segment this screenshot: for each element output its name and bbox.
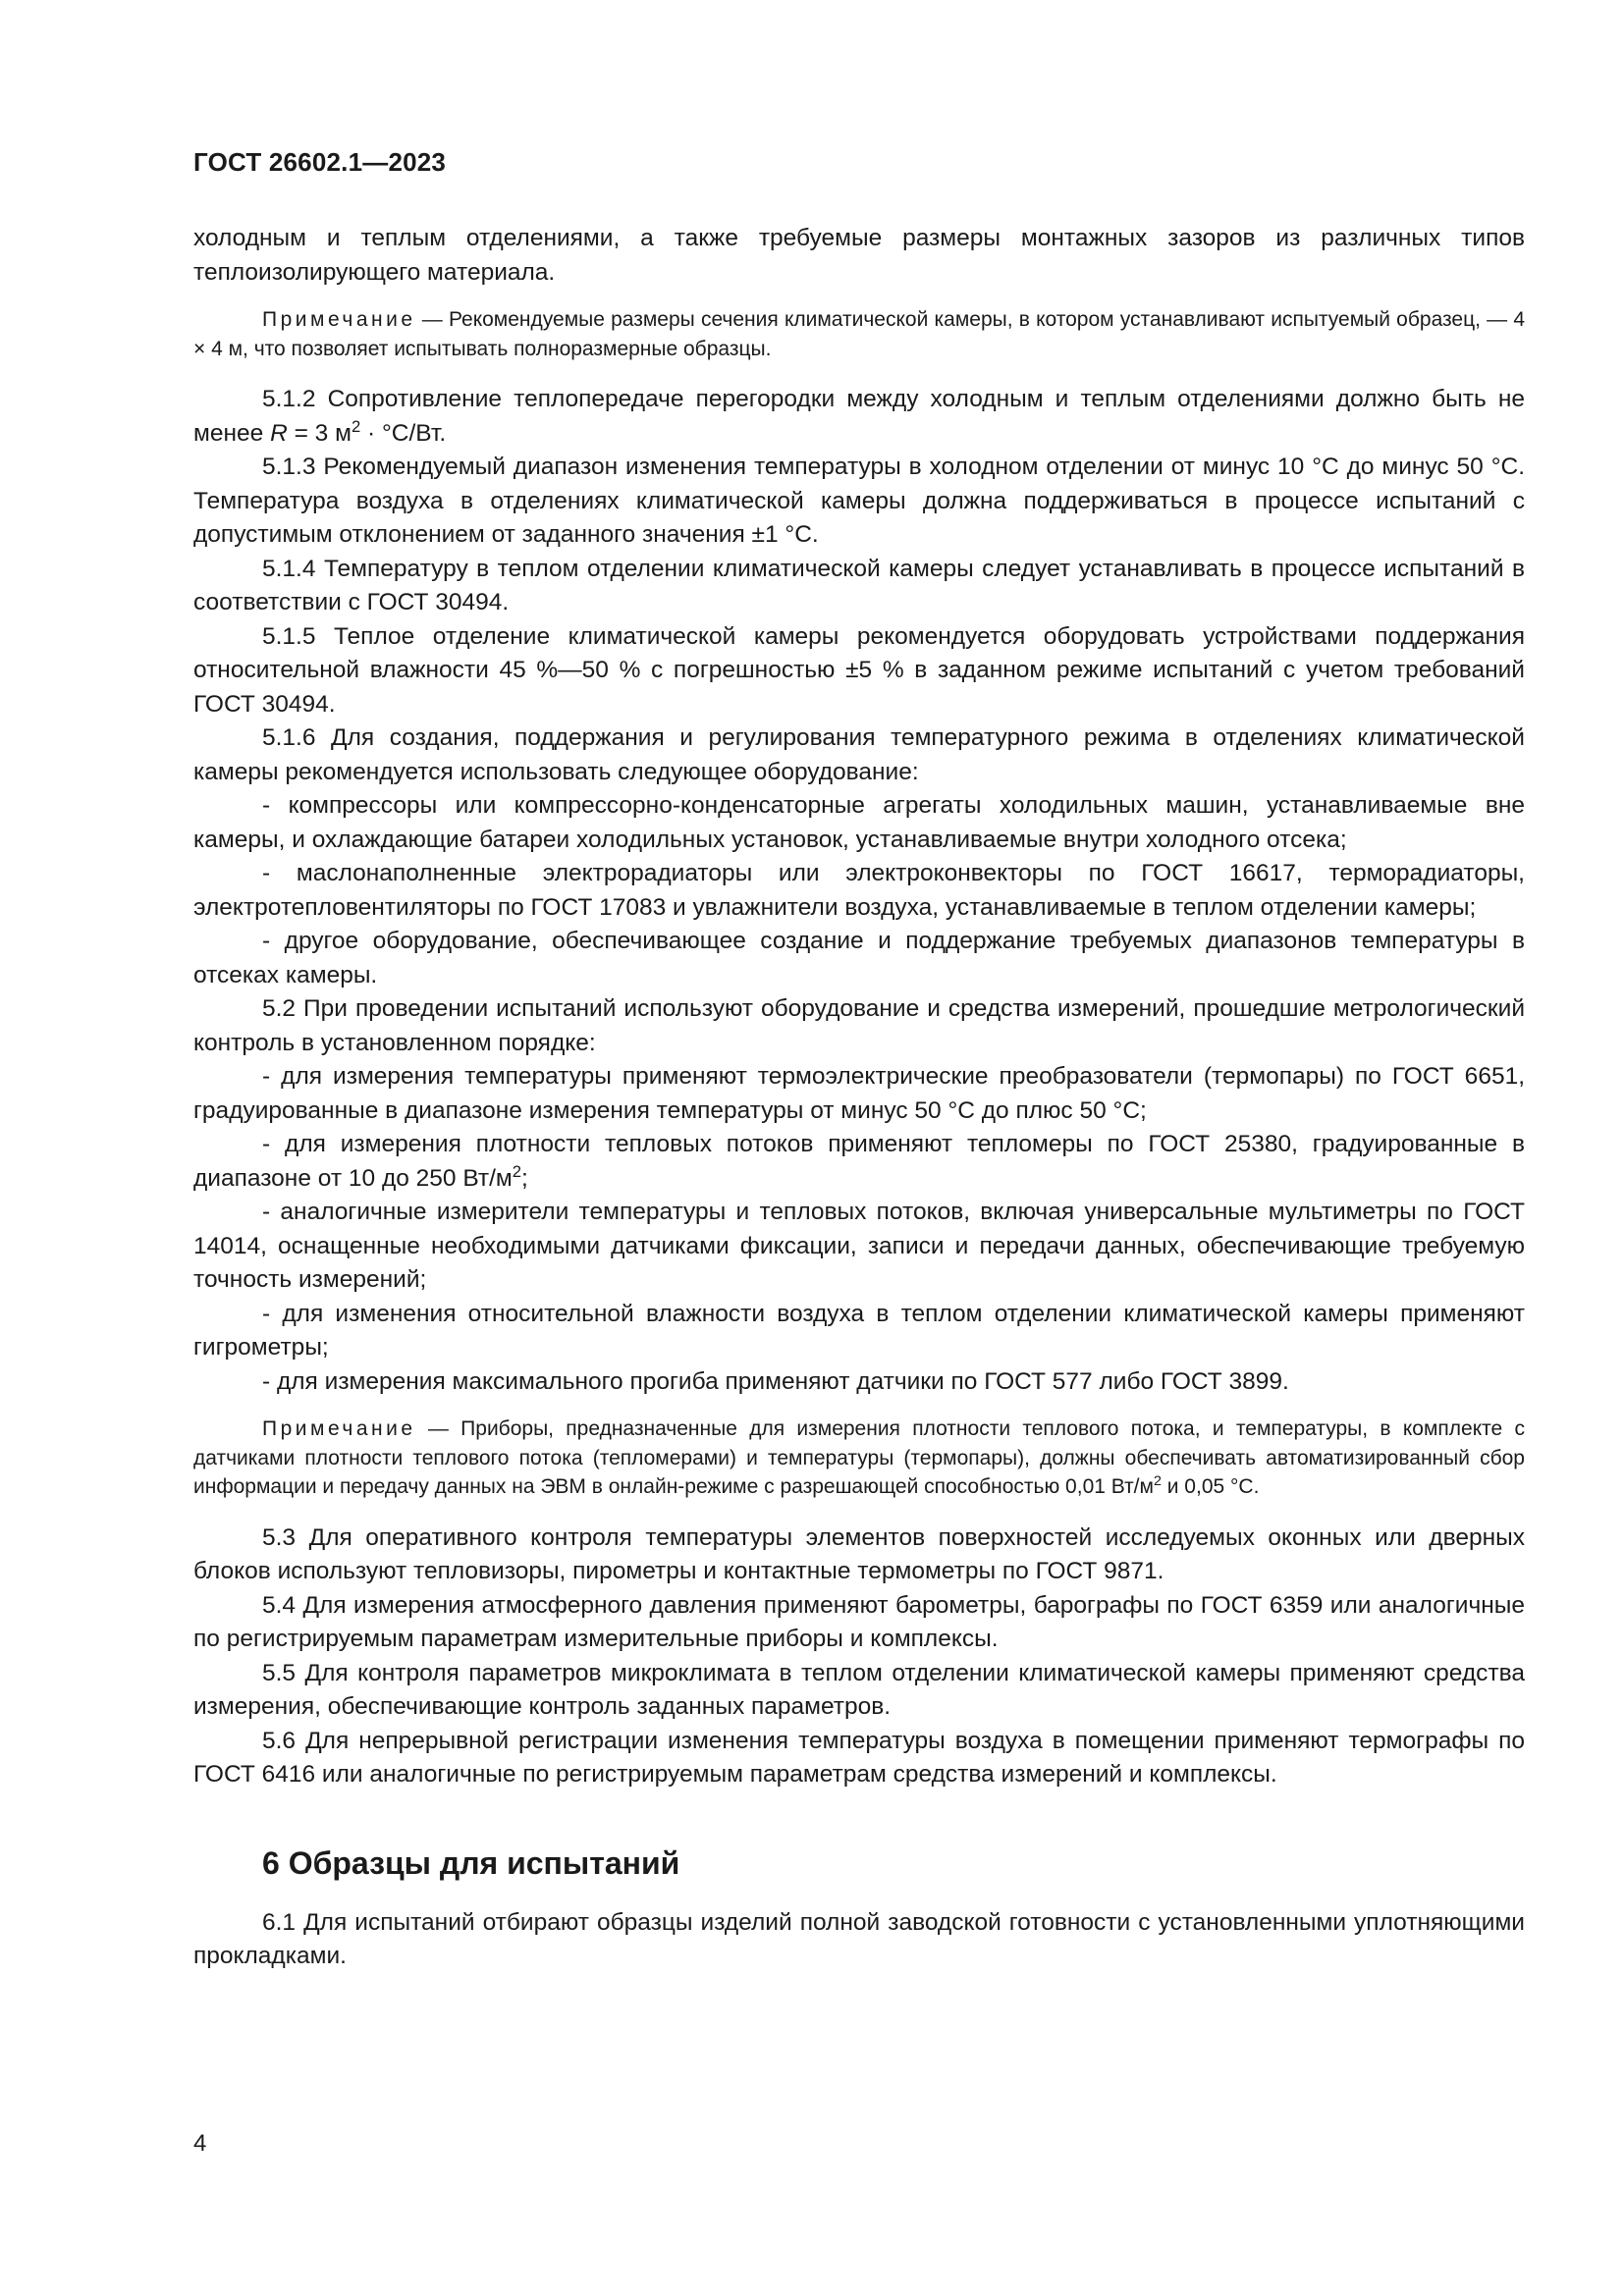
- document-header: ГОСТ 26602.1—2023: [193, 147, 447, 177]
- list-item: - другое оборудование, обеспечивающее создание и поддержание требуемых диапазонов температуры в отсеках камеры.: [193, 928, 1525, 988]
- list-item: - для изменения относительной влажности воздуха в теплом отделении климатической камеры применяют гигрометры;: [193, 1300, 1525, 1361]
- paragraph-5-4: 5.4 Для измерения атмосферного давления применяют барометры, барографы по ГОСТ 6359 или аналогичные по регистрируемым параметрам измерительные приборы и комплексы.: [193, 1591, 1525, 1652]
- variable-r: R: [270, 419, 288, 447]
- note-label: Примечание: [262, 1417, 416, 1440]
- section-title: 6 Образцы для испытаний: [262, 1844, 680, 1881]
- paragraph-continuation: холодным и теплым отделениями, а также требуемые размеры монтажных зазоров из различных типов теплоизолирующего материала.: [193, 225, 1525, 286]
- list-item: - аналогичные измерители температуры и тепловых потоков, включая универсальные мультиметры по ГОСТ 14014, оснащенные необходимыми датчиками фиксации, записи и передачи данных, обеспечивающие требуемую точность измерений;: [193, 1199, 1525, 1293]
- list-item: - для измерения плотности тепловых потоков применяют тепломеры по ГОСТ 25380, градуированные в диапазоне от 10 до 250 $Вт/м^2$;: [193, 1131, 1525, 1192]
- paragraph-5-1-6: 5.1.6 Для создания, поддержания и регулирования температурного режима в отделениях климатической камеры рекомендуется использовать следующее оборудование:: [193, 724, 1525, 785]
- note-label: Примечание: [262, 308, 416, 331]
- note-1: [193, 305, 1525, 363]
- paragraph-5-1-3: 5.1.3 Рекомендуемый диапазон изменения температуры в холодном отделении от минус 10 °С до минус 50 °С. Температура воздуха в отделениях климатической камеры должна поддерживаться в процессе испытаний с допустимым отклонением от заданного значения ±1 °С.: [193, 454, 1525, 548]
- superscript: 2: [1153, 1473, 1162, 1490]
- paragraph-5-1-4: 5.1.4 Температуру в теплом отделении климатической камеры следует устанавливать в процессе испытаний в соответствии с ГОСТ 30494.: [193, 555, 1525, 615]
- paragraph-5-2: 5.2 При проведении испытаний используют оборудование и средства измерений, прошедшие метрологический контроль в установленном порядке:: [193, 995, 1525, 1056]
- list-item: - компрессоры или компрессорно-конденсаторные агрегаты холодильных машин, устанавливаемые вне камеры, и охлаждающие батареи холодильных установок, устанавливаемые внутри холодного отсека;: [193, 792, 1525, 853]
- paragraph-6-1: 6.1 Для испытаний отбирают образцы изделий полной заводской готовности с установленными уплотняющими прокладками.: [193, 1908, 1525, 1969]
- document-body: [193, 222, 1525, 1974]
- note-text: — Рекомендуемые размеры сечения климатической камеры, в котором устанавливают испытуемый образец, — 4 × 4 м, что позволяет испытывать полноразмерные образцы.: [193, 308, 1525, 360]
- list-item: - маслонаполненные электрорадиаторы или электроконвекторы по ГОСТ 16617, терморадиаторы, электротепловентиляторы по ГОСТ 17083 и увлажнители воздуха, устанавливаемые в теплом отделении камеры;: [193, 860, 1525, 921]
- page-number: 4: [193, 2130, 207, 2157]
- note-text: — Приборы, предназначенные для измерения плотности теплового потока, и температуры, в комплекте с датчиками плотности теплового потока (тепломерами) и температуры (термопары), должны обеспечивать автоматизированный сбор информации и передачу данных на ЭВМ в онлайн-режиме с разрешающей способностью 0,01 Вт/м: [193, 1417, 1525, 1498]
- paragraph-5-6: 5.6 Для непрерывной регистрации изменения температуры воздуха в помещении применяют термографы по ГОСТ 6416 или аналогичные по регистрируемым параметрам средства измерений и комплексы.: [193, 1727, 1525, 1788]
- superscript: 2: [512, 1161, 522, 1181]
- paragraph-5-5: 5.5 Для контроля параметров микроклимата в теплом отделении климатической камеры применяют средства измерения, обеспечивающие контроль заданных параметров.: [193, 1659, 1525, 1720]
- paragraph-5-3: 5.3 Для оперативного контроля температуры элементов поверхностей исследуемых оконных или дверных блоков используют тепловизоры, пирометры и контактные термометры по ГОСТ 9871.: [193, 1523, 1525, 1584]
- paragraph-5-1-2: 5.1.2 Сопротивление теплопередаче перегородки между холодным и теплым отделениями должно быть не менее R = 3 $м^2 \cdot ^\circ С/Вт$.: [193, 386, 1525, 447]
- list-item: - для измерения максимального прогиба применяют датчики по ГОСТ 577 либо ГОСТ 3899.: [262, 1367, 1289, 1395]
- superscript: 2: [351, 416, 361, 436]
- note-2: Примечание — Приборы, предназначенные для измерения плотности теплового потока, и температуры, в комплекте с датчиками плотности теплового потока (тепломерами) и температуры (термопары), должны обеспечивать автоматизированный сбор информации и передачу данных на ЭВМ в онлайн-режиме с разрешающей способностью 0,01 $Вт/м^2$ и 0,05 °С.: [193, 1417, 1525, 1498]
- paragraph-5-1-5: 5.1.5 Теплое отделение климатической камеры рекомендуется оборудовать устройствами поддержания относительной влажности 45 %—50 % с погрешностью ±5 % в заданном режиме испытаний с учетом требований ГОСТ 30494.: [193, 622, 1525, 718]
- list-item: - для измерения температуры применяют термоэлектрические преобразователи (термопары) по ГОСТ 6651, градуированные в диапазоне измерения температуры от минус 50 °С до плюс 50 °С;: [193, 1063, 1525, 1124]
